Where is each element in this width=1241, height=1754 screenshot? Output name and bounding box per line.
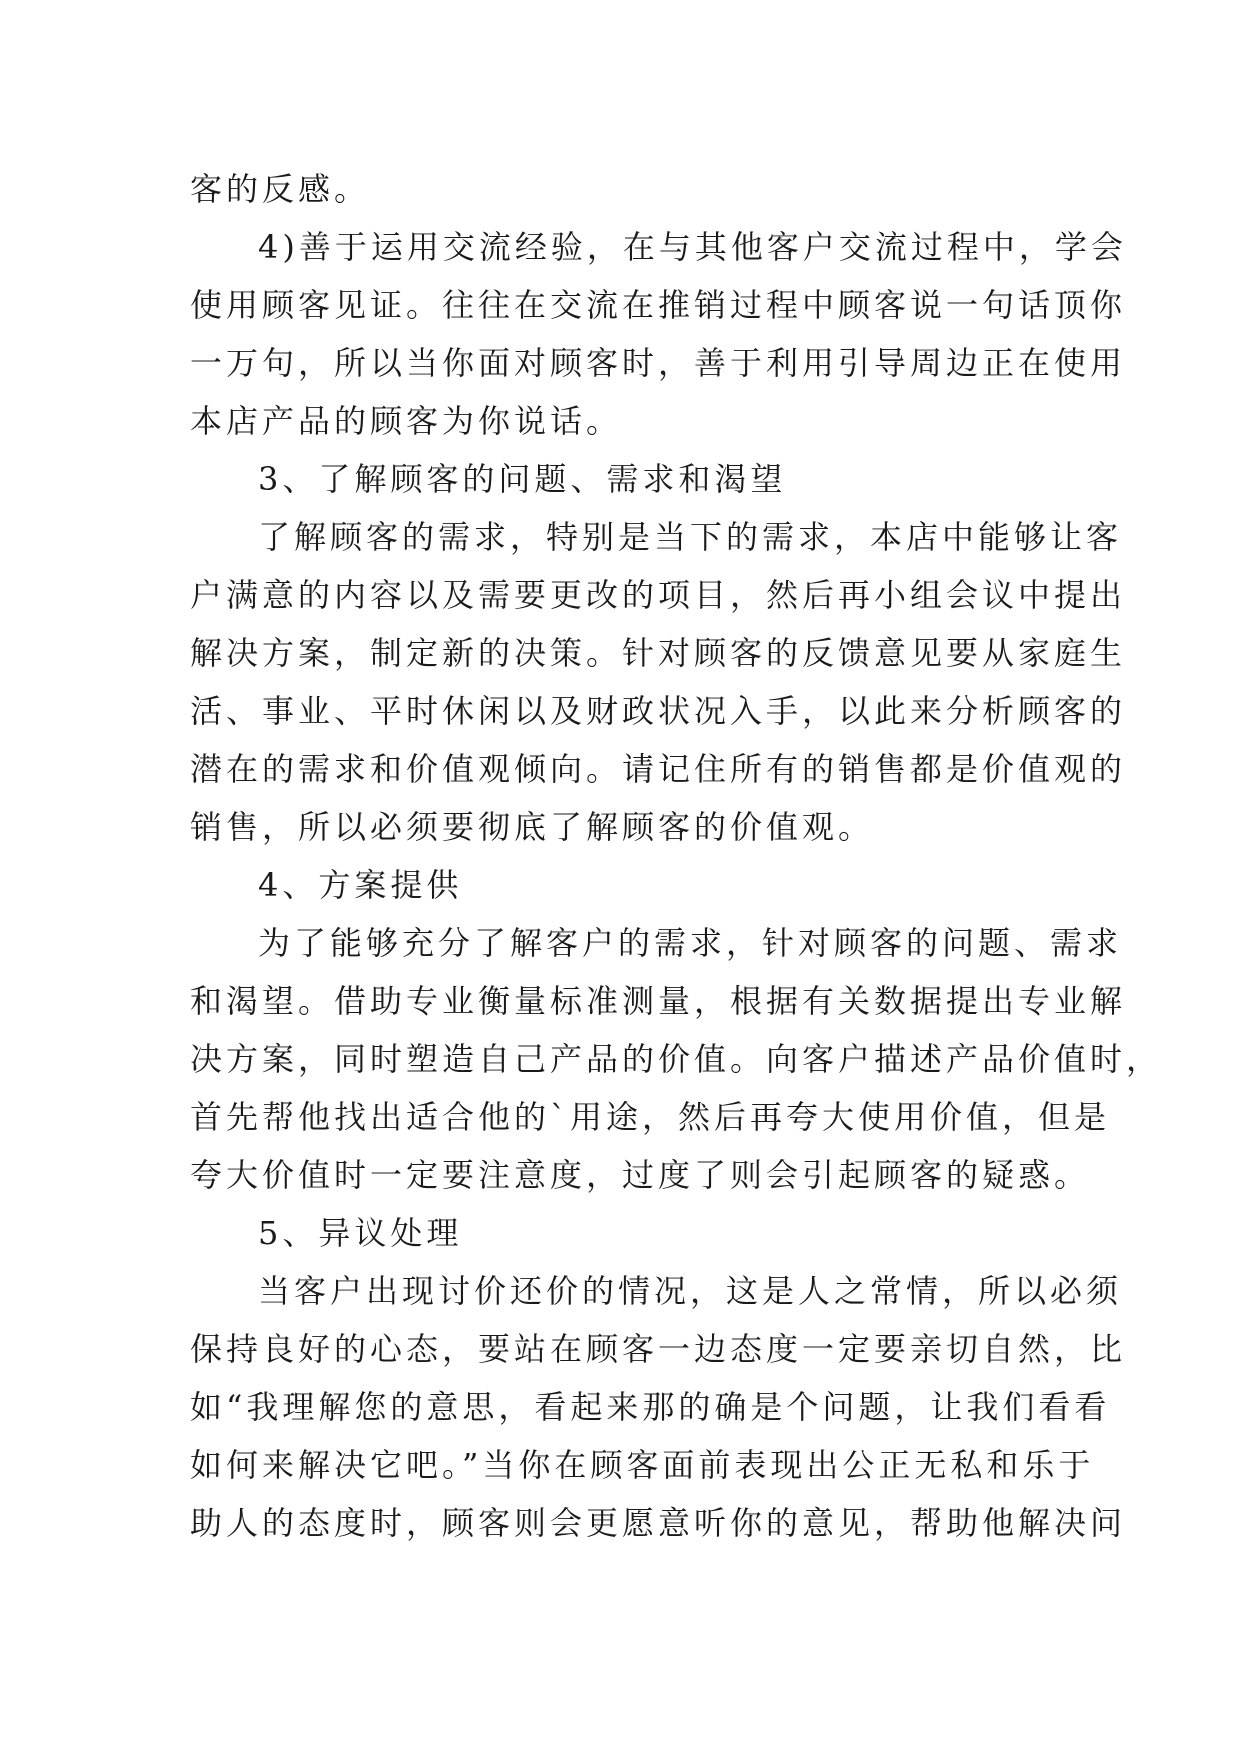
text-line: 当客户出现讨价还价的情况，这是人之常情，所以必须 (258, 1272, 1123, 1310)
text-line: 了解顾客的需求，特别是当下的需求，本店中能够让客 (258, 518, 1123, 556)
text-line: 和渴望。借助专业衡量标准测量，根据有关数据提出专业解 (190, 982, 1127, 1020)
text-line: 本店产品的顾客为你说话。 (190, 402, 623, 440)
text-line: 如何来解决它吧。”当你在顾客面前表现出公正无私和乐于 (190, 1446, 1095, 1484)
text-line: 如“我理解您的意思，看起来那的确是个问题，让我们看看 (190, 1388, 1111, 1426)
text-line: 解决方案，制定新的决策。针对顾客的反馈意见要从家庭生 (190, 634, 1127, 672)
text-line: 户满意的内容以及需要更改的项目，然后再小组会议中提出 (190, 576, 1127, 614)
text-line: 夸大价值时一定要注意度，过度了则会引起顾客的疑惑。 (190, 1156, 1091, 1194)
body-text (190, 160, 1163, 1552)
text-line: 一万句，所以当你面对顾客时，善于利用引导周边正在使用 (190, 344, 1127, 382)
text-line: 潜在的需求和价值观倾向。请记住所有的销售都是价值观的 (190, 750, 1127, 788)
text-line: 为了能够充分了解客户的需求，针对顾客的问题、需求 (258, 924, 1123, 962)
text-line: 决方案，同时塑造自己产品的价值。向客户描述产品价值时， (190, 1040, 1163, 1078)
section-heading: 4、方案提供 (258, 866, 463, 904)
text-line: 活、事业、平时休闲以及财政状况入手，以此来分析顾客的 (190, 692, 1127, 730)
text-line: 首先帮他找出适合他的`用途，然后再夸大使用价值，但是 (190, 1098, 1111, 1136)
text-line: 销售，所以必须要彻底了解顾客的价值观。 (190, 808, 875, 846)
section-heading: 3、了解顾客的问题、需求和渴望 (258, 460, 787, 498)
text-line: 使用顾客见证。往往在交流在推销过程中顾客说一句话顶你 (190, 286, 1127, 324)
text-line: 助人的态度时，顾客则会更愿意听你的意见，帮助他解决问 (190, 1504, 1127, 1542)
text-line: 4)善于运用交流经验，在与其他客户交流过程中，学会 (258, 228, 1127, 266)
text-line: 保持良好的心态，要站在顾客一边态度一定要亲切自然，比 (190, 1330, 1127, 1368)
section-heading: 5、异议处理 (258, 1214, 463, 1252)
text-line: 客的反感。 (190, 170, 371, 208)
